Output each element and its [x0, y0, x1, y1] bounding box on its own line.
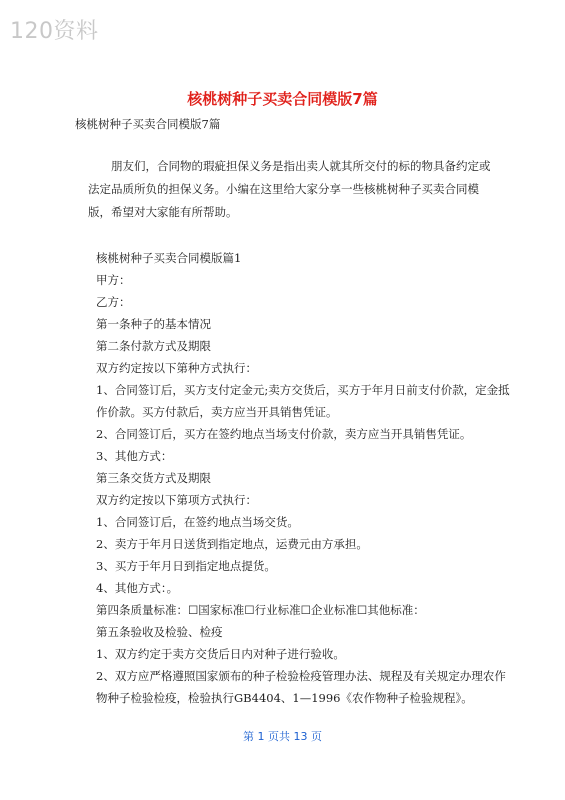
party-a-label: 甲方： — [96, 273, 131, 287]
clause-text: 1、合同签订后，买方支付定金元;卖方交货后，买方于年月日前支付价款，定金抵作价款。买方付款后，卖方应当开具销售凭证。 — [96, 383, 510, 419]
clause-text: 2、卖方于年月日送货到指定地点，运费元由方承担。 — [96, 537, 368, 551]
clause-text: 双方约定按以下第种方式执行： — [96, 361, 257, 375]
clause-heading: 第一条种子的基本情况 — [96, 317, 211, 331]
clause-text: 4、其他方式：。 — [96, 581, 179, 595]
clause-heading: 第二条付款方式及期限 — [96, 339, 211, 353]
clause-text: 1、合同签订后，在签约地点当场交货。 — [96, 515, 299, 529]
clause-heading: 第三条交货方式及期限 — [96, 471, 211, 485]
clause-heading: 第四条质量标准：☐国家标准☐行业标准☐企业标准☐其他标准： — [96, 603, 425, 617]
clause-text: 3、买方于年月日到指定地点提货。 — [96, 559, 276, 573]
clause-text: 2、合同签订后，买方在签约地点当场支付价款，卖方应当开具销售凭证。 — [96, 427, 472, 441]
clause-text: 1、双方约定于卖方交货后日内对种子进行验收。 — [96, 647, 345, 661]
clause-text: 2、双方应严格遵照国家颁布的种子检验检疫管理办法、规程及有关规定办理农作物种子检验检疫，检验执行GB4404、1—1996《农作物种子检验规程》。 — [96, 669, 506, 705]
page-number: 第 1 页共 13 页 — [243, 730, 322, 743]
section-heading: 核桃树种子买卖合同模版篇1 — [96, 251, 242, 265]
clause-text: 3、其他方式： — [96, 449, 173, 463]
watermark-logo: 120资料 — [10, 19, 99, 44]
clause-text: 双方约定按以下第项方式执行： — [96, 493, 257, 507]
document-title: 核桃树种子买卖合同模版7篇 — [187, 90, 378, 108]
party-b-label: 乙方： — [96, 295, 131, 309]
clause-heading: 第五条验收及检验、检疫 — [96, 625, 223, 639]
intro-paragraph: 朋友们，合同物的瑕疵担保义务是指出卖人就其所交付的标的物具备约定或法定品质所负的担保义务。小编在这里给大家分享一些核桃树种子买卖合同模版，希望对大家能有所帮助。 — [88, 159, 491, 219]
contract-body — [96, 247, 516, 709]
document-subtitle: 核桃树种子买卖合同模版7篇 — [75, 117, 221, 131]
